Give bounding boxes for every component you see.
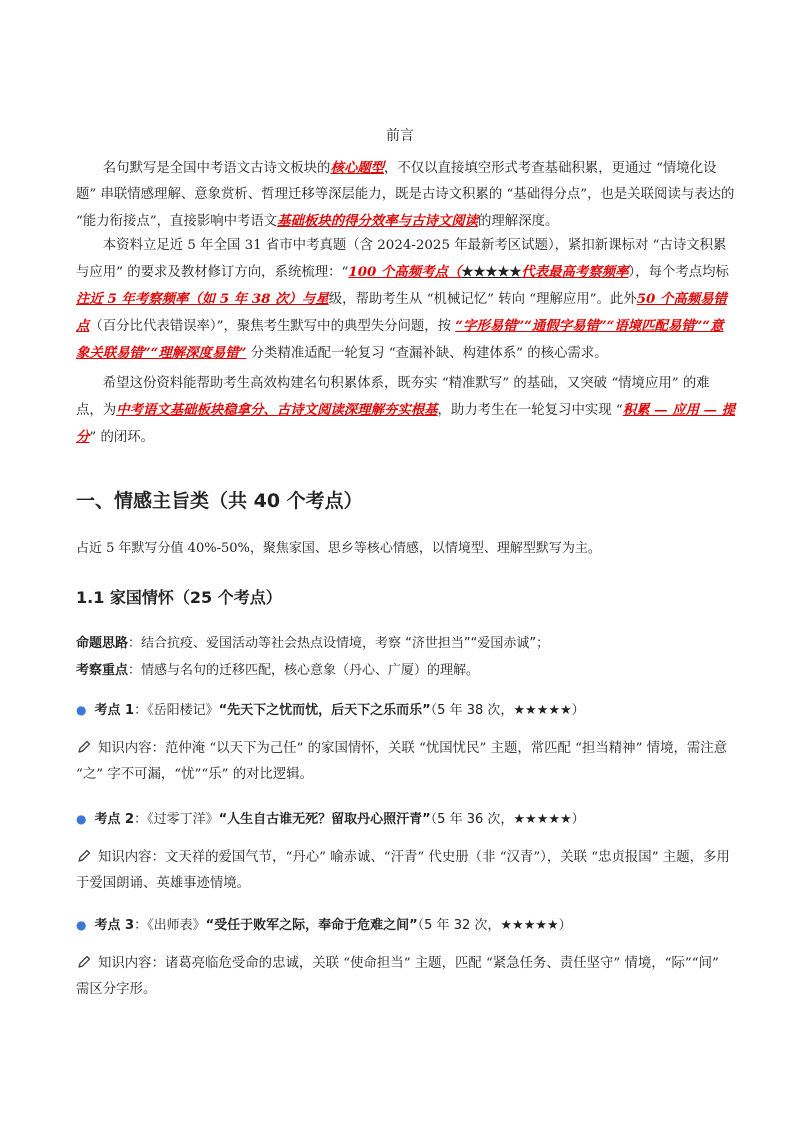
highlight-run: 中考语文基础板块稳拿分、古诗文阅读深理解夯实根基 [116,402,438,418]
preface-title: 前言 [386,128,414,144]
highlight-run: 注近 5 年考察频率（如 5 年 38 次）与星 [76,291,329,307]
preface-paragraph-1 [76,155,736,235]
pencil-icon [76,848,92,864]
exam-point-2 [76,808,585,827]
highlight-run: 50 个高频易错点 [76,291,727,334]
knowledge-1 [76,736,736,788]
preface-paragraph-2 [76,233,736,367]
field-label: 考察重点 [76,663,129,678]
point-quote: “先天下之忧而忧，后天下之乐而乐” [218,703,431,718]
exam-point-3 [76,914,572,933]
knowledge-label: 知识内容 [98,741,152,756]
text-run: 名句默写是全国中考语文古诗文板块的 [102,161,331,176]
field-value: ：结合抗疫、爱国活动等社会热点设情境，考察 “济世担当”“爱国赤诚”； [128,636,550,651]
point-quote: “受任于败军之际，奉命于危难之间” [205,918,418,933]
field-value: ：情感与名句的迁移匹配，核心意象（丹心、广厦）的理解。 [128,663,480,678]
highlight-run: 核心题型 [330,160,384,176]
bullet-icon: ● [76,918,87,932]
point-label: 考点 2 [94,812,135,827]
text-run: ），每个考点均标 [628,265,729,280]
knowledge-label: 知识内容 [98,956,152,971]
knowledge-text: ：文天祥的爱国气节，“丹心” 喻赤诚、“汗青” 代史册（非 “汉青”），关联 “忠贞报国” 主题，多用于爱国朗诵、英雄事迹情境。 [76,850,730,891]
exam-focus [76,659,479,678]
subsection-heading: 1.1 家国情怀（25 个考点） [76,588,282,607]
preface-paragraph-3 [76,371,736,451]
highlight-run: 代表最高考察频率 [521,264,629,280]
point-frequency: （5 年 38 次，★★★★★） [430,703,585,718]
text-run: 本资料立足近 5 年全国 31 省市中考真题（含 2024-2025 年最新考区试题），紧扣新课标对 “古诗文积累与应用” 的要求及教材修订方向，系统梳理：“ [76,238,727,280]
knowledge-text: ：诸葛亮临危受命的忠诚，关联 “使命担当” 主题，匹配 “紧急任务、责任坚守” 情境，“际”“间” 需区分字形。 [76,956,719,997]
text-run: ，助力考生在一轮复习中实现 “ [437,403,623,418]
point-source: ：《出师表》 [134,918,206,933]
highlight-run: “字形易错”“通假字易错”“语境匹配易错”“意象关联易错”“理解深度易错” [76,318,724,361]
knowledge-2 [76,845,736,897]
text-run: （百分比代表错误率）”，聚焦考生默写中的典型失分问题，按 [89,319,456,334]
point-label: 考点 1 [94,703,135,718]
point-frequency: （5 年 36 次，★★★★★） [430,812,585,827]
highlight-run: 积累 — 应用 — 提分 [76,402,736,445]
bullet-icon: ● [76,703,87,717]
pencil-icon [76,954,92,970]
text-run: ，不仅以直接填空形式考查基础积累，更通过 “情境化设题” 串联情感理解、意象赏析、哲理迁移等深层能力，既是古诗文积累的 “基础得分点”，也是关联阅读与表达的 “能力衔接点”，直接影响中考语文 [76,161,735,229]
highlight-run: 100 个高频考点（ [348,264,462,280]
section-intro: 占近 5 年默写分值 40%-50%，聚焦家国、思乡等核心情感，以情境型、理解型默写为主。 [76,541,601,556]
field-label: 命题思路 [76,636,129,651]
knowledge-3 [76,951,736,1003]
point-label: 考点 3 [94,918,135,933]
proposition-idea [76,632,549,651]
point-quote: “人生自古谁无死？留取丹心照汗青” [218,812,431,827]
pencil-icon [76,739,92,755]
section-heading: 一、情感主旨类（共 40 个考点） [76,490,363,512]
highlight-run: 基础板块的得分效率与古诗文阅读 [277,213,479,229]
stars-run: ★★★★★ [461,264,522,280]
text-run: 级，帮助考生从 “机械记忆” 转向 “理解应用”。此外 [328,292,637,307]
text-run: ” 的闭环。 [89,430,155,445]
text-run: 分类精准适配一轮复习 “查漏补缺、构建体系” 的核心需求。 [246,346,608,361]
point-source: ：《岳阳楼记》 [134,703,219,718]
text-run: 希望这份资料能帮助考生高效构建名句积累体系，既夯实 “精准默写” 的基础，又突破 “情境应用” 的难点，为 [76,376,710,418]
bullet-icon: ● [76,812,87,826]
text-run: 的理解深度。 [478,214,559,229]
exam-point-1 [76,699,585,718]
point-source: ：《过零丁洋》 [134,812,219,827]
knowledge-text: ：范仲淹 “以天下为己任” 的家国情怀，关联 “忧国忧民” 主题，常匹配 “担当精神” 情境，需注意 “之” 字不可漏，“忧”“乐” 的对比逻辑。 [76,741,728,782]
point-frequency: （5 年 32 次，★★★★★） [417,918,572,933]
knowledge-label: 知识内容 [98,850,152,865]
